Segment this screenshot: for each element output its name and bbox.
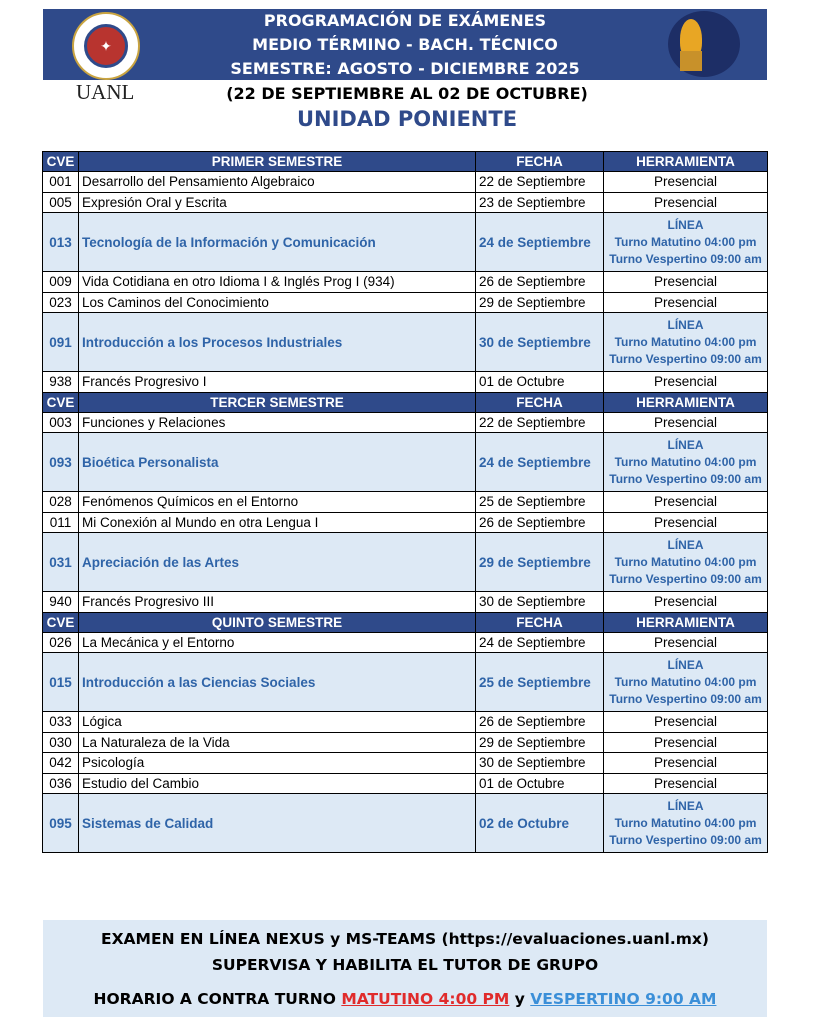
uanl-seal-logo: ✦: [72, 12, 140, 80]
course-name: La Naturaleza de la Vida: [79, 732, 476, 753]
exam-tool: Presencial: [604, 372, 768, 393]
footer-notice: [43, 920, 767, 1017]
exam-date: 26 de Septiembre: [476, 512, 604, 533]
course-name: Vida Cotidiana en otro Idioma I & Inglés Prog I (934): [79, 272, 476, 293]
exam-tool-online: [604, 213, 768, 272]
exam-date: 25 de Septiembre: [476, 492, 604, 513]
exam-tool-online: [604, 313, 768, 372]
exam-tool: Presencial: [604, 712, 768, 733]
course-code: 023: [43, 292, 79, 313]
column-header-fecha: FECHA: [476, 152, 604, 172]
header-subtitle: MEDIO TÉRMINO - BACH. TÉCNICO: [252, 35, 558, 54]
course-name: Mi Conexión al Mundo en otra Lengua I: [79, 512, 476, 533]
table-row: [43, 292, 768, 313]
online-vespertino: Turno Vespertino 09:00 am: [609, 571, 762, 586]
exam-date: 29 de Septiembre: [476, 533, 604, 592]
course-name: Expresión Oral y Escrita: [79, 192, 476, 213]
column-header-cve: CVE: [43, 612, 79, 632]
table-row: [43, 794, 768, 853]
table-row: [43, 592, 768, 613]
table-row: [43, 313, 768, 372]
exam-date: 24 de Septiembre: [476, 632, 604, 653]
online-title: LÍNEA: [667, 798, 704, 813]
course-name: Lógica: [79, 712, 476, 733]
course-name: Funciones y Relaciones: [79, 412, 476, 433]
course-code: 001: [43, 172, 79, 193]
online-vespertino: Turno Vespertino 09:00 am: [609, 251, 762, 266]
table-row: [43, 272, 768, 293]
exam-date: 24 de Septiembre: [476, 433, 604, 492]
exam-date: 26 de Septiembre: [476, 272, 604, 293]
exam-tool: Presencial: [604, 753, 768, 774]
header-title: PROGRAMACIÓN DE EXÁMENES: [263, 11, 547, 30]
exam-tool: Presencial: [604, 512, 768, 533]
section-header-row: [43, 612, 768, 632]
course-name: Sistemas de Calidad: [79, 794, 476, 853]
exam-tool: Presencial: [604, 773, 768, 794]
course-name: Tecnología de la Información y Comunicación: [79, 213, 476, 272]
course-code: 005: [43, 192, 79, 213]
column-header-fecha: FECHA: [476, 392, 604, 412]
table-row: [43, 773, 768, 794]
course-code: 091: [43, 313, 79, 372]
online-vespertino: Turno Vespertino 09:00 am: [609, 351, 762, 366]
course-name: Fenómenos Químicos en el Entorno: [79, 492, 476, 513]
exam-date: 26 de Septiembre: [476, 712, 604, 733]
footer-supervision-note: SUPERVISA Y HABILITA EL TUTOR DE GRUPO: [211, 956, 599, 974]
course-name: Apreciación de las Artes: [79, 533, 476, 592]
exam-tool: Presencial: [604, 172, 768, 193]
online-matutino: Turno Matutino 04:00 pm: [614, 454, 757, 469]
course-name: Introducción a los Procesos Industriales: [79, 313, 476, 372]
table-row: [43, 172, 768, 193]
table-row: [43, 653, 768, 712]
table-row: [43, 632, 768, 653]
exam-tool-online: [604, 794, 768, 853]
matutino-time: MATUTINO 4:00 PM: [341, 990, 510, 1008]
course-name: La Mecánica y el Entorno: [79, 632, 476, 653]
course-code: 028: [43, 492, 79, 513]
header-banner: [43, 9, 767, 80]
online-title: LÍNEA: [667, 437, 704, 452]
exam-date: 24 de Septiembre: [476, 213, 604, 272]
course-code: 093: [43, 433, 79, 492]
table-row: [43, 732, 768, 753]
table-row: [43, 213, 768, 272]
date-range: (22 DE SEPTIEMBRE AL 02 DE OCTUBRE): [226, 84, 588, 103]
course-name: Francés Progresivo I: [79, 372, 476, 393]
exam-tool: Presencial: [604, 592, 768, 613]
online-title: LÍNEA: [667, 537, 704, 552]
course-code: 031: [43, 533, 79, 592]
course-name: Los Caminos del Conocimiento: [79, 292, 476, 313]
uanl-wordmark: UANL: [76, 80, 135, 104]
online-matutino: Turno Matutino 04:00 pm: [614, 234, 757, 249]
course-name: Francés Progresivo III: [79, 592, 476, 613]
exam-date: 23 de Septiembre: [476, 192, 604, 213]
vespertino-time: VESPERTINO 9:00 AM: [530, 990, 717, 1008]
table-row: [43, 192, 768, 213]
course-name: Bioética Personalista: [79, 433, 476, 492]
column-header-cve: CVE: [43, 392, 79, 412]
course-code: 026: [43, 632, 79, 653]
online-title: LÍNEA: [667, 317, 704, 332]
course-name: Psicología: [79, 753, 476, 774]
column-header-cve: CVE: [43, 152, 79, 172]
online-matutino: Turno Matutino 04:00 pm: [614, 815, 757, 830]
online-title: LÍNEA: [667, 657, 704, 672]
exam-tool-online: [604, 653, 768, 712]
online-vespertino: Turno Vespertino 09:00 am: [609, 832, 762, 847]
exam-date: 29 de Septiembre: [476, 292, 604, 313]
exam-date: 01 de Octubre: [476, 773, 604, 794]
exam-tool: Presencial: [604, 272, 768, 293]
table-row: [43, 372, 768, 393]
course-code: 030: [43, 732, 79, 753]
exam-tool: Presencial: [604, 192, 768, 213]
course-code: 095: [43, 794, 79, 853]
online-title: LÍNEA: [667, 217, 704, 232]
table-row: [43, 712, 768, 733]
course-name: Estudio del Cambio: [79, 773, 476, 794]
section-header-row: [43, 392, 768, 412]
section-title: TERCER SEMESTRE: [79, 392, 476, 412]
column-header-herramienta: HERRAMIENTA: [604, 392, 768, 412]
exam-date: 30 de Septiembre: [476, 753, 604, 774]
course-code: 938: [43, 372, 79, 393]
course-code: 033: [43, 712, 79, 733]
exam-date: 01 de Octubre: [476, 372, 604, 393]
exam-schedule-table: [42, 151, 768, 853]
online-vespertino: Turno Vespertino 09:00 am: [609, 471, 762, 486]
unidad-title: UNIDAD PONIENTE: [296, 107, 518, 131]
course-code: 011: [43, 512, 79, 533]
exam-tool-online: [604, 533, 768, 592]
table-row: [43, 492, 768, 513]
exam-tool: Presencial: [604, 292, 768, 313]
exam-date: 02 de Octubre: [476, 794, 604, 853]
course-code: 036: [43, 773, 79, 794]
column-header-fecha: FECHA: [476, 612, 604, 632]
exam-tool: Presencial: [604, 732, 768, 753]
exam-tool: Presencial: [604, 412, 768, 433]
online-matutino: Turno Matutino 04:00 pm: [614, 334, 757, 349]
exam-date: 22 de Septiembre: [476, 172, 604, 193]
section-title: QUINTO SEMESTRE: [79, 612, 476, 632]
exam-tool-online: [604, 433, 768, 492]
online-matutino: Turno Matutino 04:00 pm: [614, 554, 757, 569]
prepa-torch-logo: [668, 11, 740, 77]
course-code: 940: [43, 592, 79, 613]
column-header-herramienta: HERRAMIENTA: [604, 612, 768, 632]
online-vespertino: Turno Vespertino 09:00 am: [609, 691, 762, 706]
table-row: [43, 433, 768, 492]
table-row: [43, 753, 768, 774]
course-name: Introducción a las Ciencias Sociales: [79, 653, 476, 712]
exam-date: 22 de Septiembre: [476, 412, 604, 433]
exam-date: 30 de Septiembre: [476, 592, 604, 613]
course-code: 003: [43, 412, 79, 433]
table-row: [43, 533, 768, 592]
table-row: [43, 412, 768, 433]
table-row: [43, 512, 768, 533]
exam-tool: Presencial: [604, 632, 768, 653]
online-matutino: Turno Matutino 04:00 pm: [614, 674, 757, 689]
course-code: 042: [43, 753, 79, 774]
footer-schedule-note: HORARIO A CONTRA TURNO MATUTINO 4:00 PM y VESPERTINO 9:00 AM: [93, 990, 717, 1008]
course-name: Desarrollo del Pensamiento Algebraico: [79, 172, 476, 193]
course-code: 009: [43, 272, 79, 293]
section-header-row: [43, 152, 768, 172]
exam-date: 29 de Septiembre: [476, 732, 604, 753]
header-semester: SEMESTRE: AGOSTO - DICIEMBRE 2025: [230, 59, 580, 78]
course-code: 015: [43, 653, 79, 712]
exam-date: 30 de Septiembre: [476, 313, 604, 372]
section-title: PRIMER SEMESTRE: [79, 152, 476, 172]
column-header-herramienta: HERRAMIENTA: [604, 152, 768, 172]
exam-tool: Presencial: [604, 492, 768, 513]
course-code: 013: [43, 213, 79, 272]
exam-date: 25 de Septiembre: [476, 653, 604, 712]
footer-online-note: EXAMEN EN LÍNEA NEXUS y MS-TEAMS (https://evaluaciones.uanl.mx): [101, 930, 709, 948]
